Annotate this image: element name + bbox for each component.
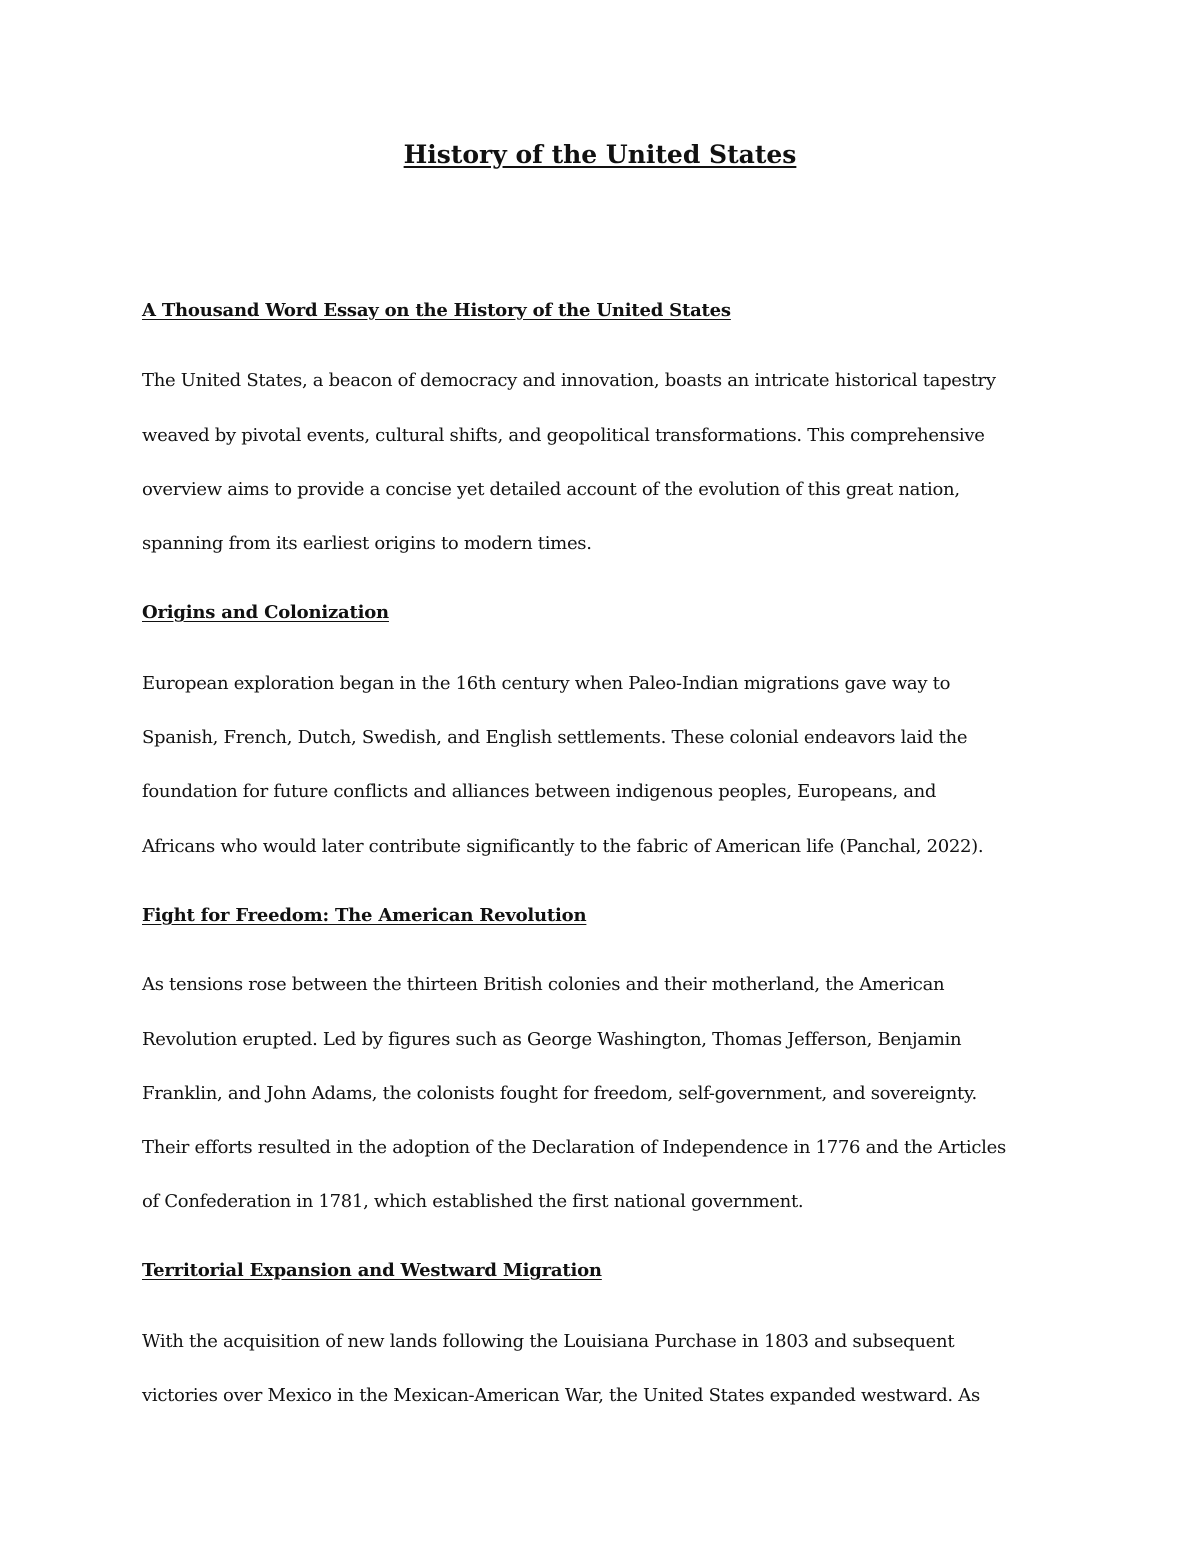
paragraph-line: Their efforts resulted in the adoption of the Declaration of Independence in 1776 and the Articles — [142, 1137, 1006, 1158]
paragraph-line: Revolution erupted. Led by figures such as George Washington, Thomas Jefferson, Benjamin — [142, 1029, 962, 1050]
section-heading: Territorial Expansion and Westward Migration — [142, 1260, 602, 1281]
paragraph-line: of Confederation in 1781, which established the first national government. — [142, 1191, 804, 1212]
paragraph-line: foundation for future conflicts and alliances between indigenous peoples, Europeans, and — [142, 781, 937, 802]
paragraph-line: The United States, a beacon of democracy and innovation, boasts an intricate historical tapestry — [142, 370, 996, 391]
document-title: History of the United States — [403, 140, 797, 169]
section-heading: Origins and Colonization — [142, 602, 389, 623]
paragraph-line: With the acquisition of new lands following the Louisiana Purchase in 1803 and subsequent — [142, 1331, 955, 1352]
paragraph-line: As tensions rose between the thirteen British colonies and their motherland, the American — [142, 974, 945, 995]
paragraph-line: Franklin, and John Adams, the colonists fought for freedom, self-government, and sovereignty. — [142, 1083, 977, 1104]
paragraph-line: European exploration began in the 16th century when Paleo-Indian migrations gave way to — [142, 673, 951, 694]
paragraph-line: overview aims to provide a concise yet detailed account of the evolution of this great nation, — [142, 479, 960, 500]
section-heading: Fight for Freedom: The American Revolution — [142, 905, 587, 926]
paragraph-line: Spanish, French, Dutch, Swedish, and English settlements. These colonial endeavors laid the — [142, 727, 968, 748]
paragraph-line: victories over Mexico in the Mexican-American War, the United States expanded westward. As — [142, 1385, 980, 1406]
paragraph-line: weaved by pivotal events, cultural shifts, and geopolitical transformations. This comprehensive — [142, 425, 985, 446]
paragraph-line: Africans who would later contribute significantly to the fabric of American life (Panchal, 2022). — [142, 836, 984, 857]
section-heading: A Thousand Word Essay on the History of the United States — [142, 300, 731, 321]
paragraph-line: spanning from its earliest origins to modern times. — [142, 533, 592, 554]
